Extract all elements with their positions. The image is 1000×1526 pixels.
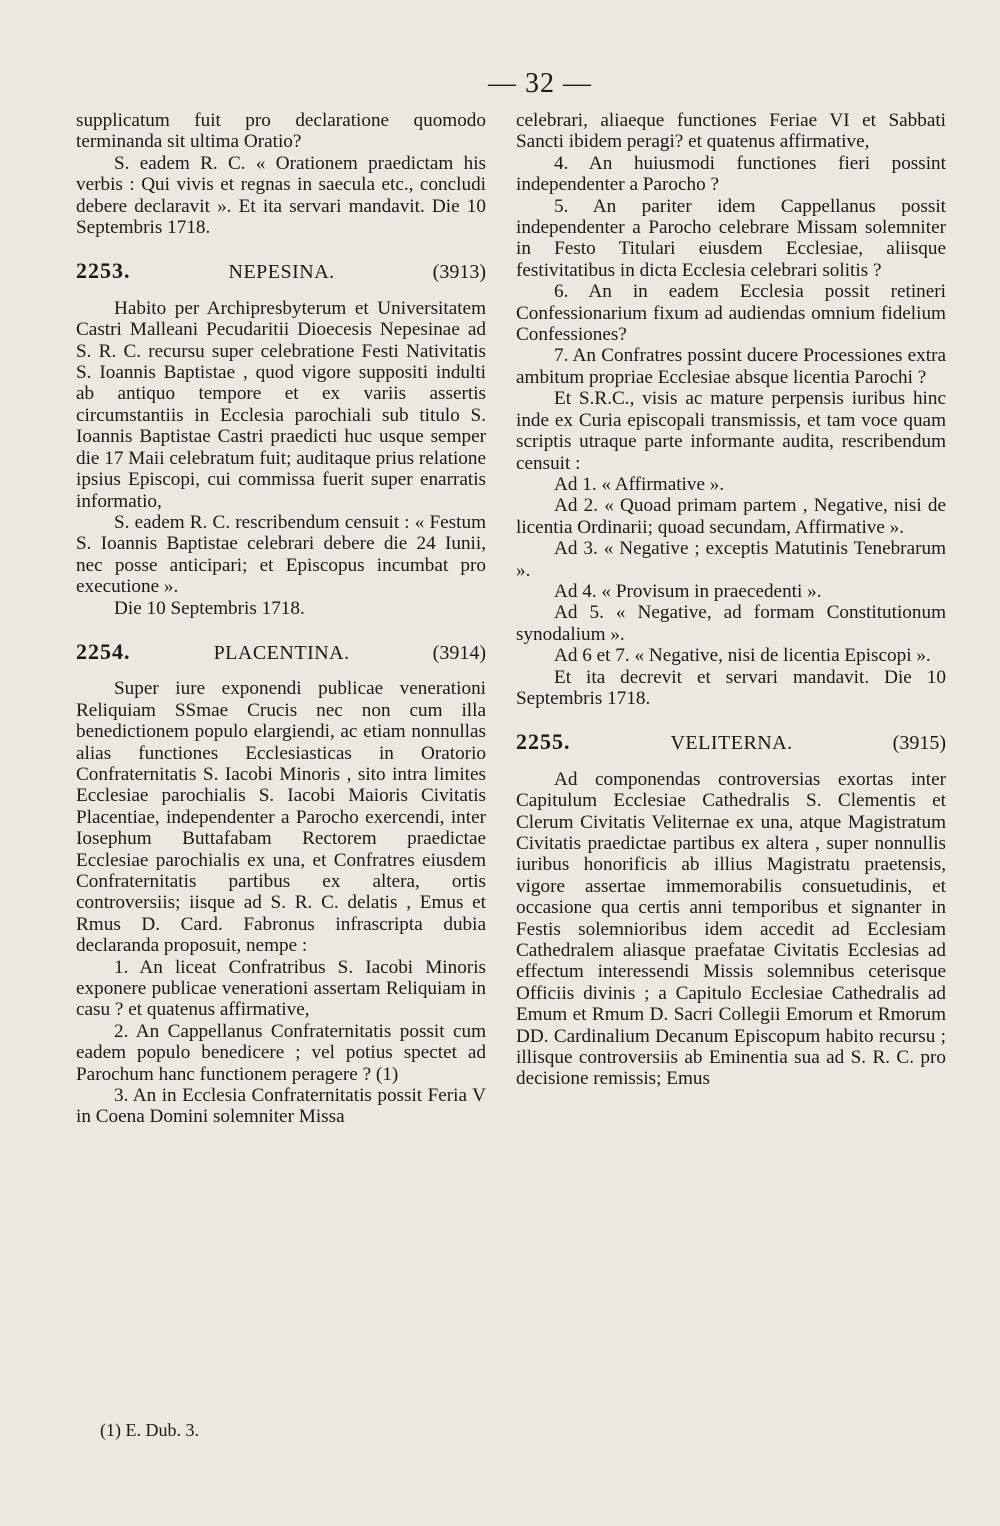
decree-reference: (3915) xyxy=(892,732,946,755)
decree-heading-2254 xyxy=(76,638,486,664)
paragraph: Super iure exponendi publicae venerationi Reliquiam SSmae Crucis nec non cum illa benedictionem populo elargiendi, ac etiam nonnullas alias functiones Ecclesiasticas in Oratorio Confraternitatis S. Iacobi Minoris , sito intra limites Ecclesiae parochialis S. Iacobi Maioris Civitatis Placentiae, independenter a Parocho exercendi, inter Iosephum Buttafabam Rectorem praedictae Ecclesiae parochialis ex una, et Confratres eiusdem Confraternitatis partibus ex altera, ortis controversiis; iisque ad S. R. C. delatis , Emus et Rmus D. Card. Fabronus infrascripta dubia declaranda proposuit, nempe : xyxy=(76,678,486,957)
question: 5. An pariter idem Cappellanus possit independenter a Parocho celebrare Missam solemniter in Festo Titulari eiusdem Ecclesiae, aliisque festivitatibus in dicta Ecclesia celebrari solitis ? xyxy=(516,195,946,281)
decree-title: PLACENTINA. xyxy=(213,641,350,664)
paragraph: Habito per Archipresbyterum et Universitatem Castri Malleani Pecudaritii Dioecesis Nepesinae ad S. R. C. recursu super celebratione Festi Nativitatis S. Ioannis Baptistae , quod vigore suppositi indulti ab antiquo tempore et ex variis assertis circumstantiis in Ecclesia parochiali sub titulo S. Ioannis Baptistae Castri praedicti huc usque semper die 17 Maii celebratum fuit; auditaque prius relatione ipsius Episcopi, cui commissa fuerit super enarratis informatio, xyxy=(76,297,486,512)
answer: Ad 2. « Quoad primam partem , Negative, nisi de licentia Ordinarii; quoad secundam, Affirmative ». xyxy=(516,495,946,538)
paragraph: supplicatum fuit pro declaratione quomodo terminanda sit ultima Oratio? xyxy=(76,110,486,153)
decree-title: NEPESINA. xyxy=(228,261,335,284)
left-column xyxy=(76,110,486,1128)
right-column xyxy=(516,110,946,1090)
decree-number: 2253. xyxy=(76,258,131,284)
question: 1. An liceat Confratribus S. Iacobi Minoris exponere publicae venerationi assertam Reliquiam in casu ? et quatenus affirmative, xyxy=(76,956,486,1021)
answer: Ad 3. « Negative ; exceptis Matutinis Tenebrarum ». xyxy=(516,538,946,581)
decree-number: 2254. xyxy=(76,638,131,664)
paragraph: S. eadem R. C. rescribendum censuit : « Festum S. Ioannis Baptistae celebrari debere die 24 Iunii, nec posse anticipari; et Episcopus incumbat pro executione ». xyxy=(76,511,486,598)
answer: Ad 5. « Negative, ad formam Constitutionum synodalium ». xyxy=(516,602,946,645)
paragraph: Et S.R.C., visis ac mature perpensis iuribus hinc inde ex Curia episcopali transmissis, et tam voce quam scriptis utraque parte informante audita, rescribendum censuit : xyxy=(516,388,946,474)
decree-heading-2255 xyxy=(516,731,946,754)
paragraph: Et ita decrevit et servari mandavit. Die 10 Septembris 1718. xyxy=(516,666,946,709)
paragraph: celebrari, aliaeque functiones Feriae VI et Sabbati Sancti ibidem peragi? et quatenus affirmative, xyxy=(516,110,946,153)
question: 6. An in eadem Ecclesia possit retineri Confessionarium fixum ad audiendas omnium fidelium Confessiones? xyxy=(516,281,946,346)
decree-number: 2255. xyxy=(516,729,571,755)
decree-title: VELITERNA. xyxy=(670,732,793,755)
decree-reference: (3913) xyxy=(432,261,486,284)
paragraph: Ad componendas controversias exortas inter Capitulum Ecclesiae Cathedralis S. Clementis et Clerum Civitatis Veliternae ex una, atque Magistratum Civitatis praedictae partibus ex altera , super nonnullis iuribus honorificis ab illius Magistratu praetensis, vigore assertae immemorabilis consuetudinis, et occasione qua certis anni temporibus et signanter in Festis solemnioribus idem accedit ad Ecclesiam Cathedralem aliasque praefatae Civitatis Ecclesias ad effectum interessendi Missis solemnibus ceterisque Officiis divinis ; a Capitulo Ecclesiae Cathedralis ad Emum et Rmum D. Sacri Collegii Emorum et Rmorum DD. Cardinalium Decanum Episcopum habito recursu ; illisque controversiis ab Eminentia sua ad S. R. C. pro decisione remissis; Emus xyxy=(516,768,946,1090)
answer: Ad 1. « Affirmative ». xyxy=(554,473,725,495)
question: 3. An in Ecclesia Confraternitatis possit Feria V in Coena Domini solemniter Missa xyxy=(76,1085,486,1128)
answer: Ad 4. « Provisum in praecedenti ». xyxy=(554,580,822,602)
paragraph: S. eadem R. C. « Orationem praedictam his verbis : Qui vivis et regnas in saecula etc., concludi debere declaravit ». Et ita servari mandavit. Die 10 Septembris 1718. xyxy=(76,152,486,239)
answer: Ad 6 et 7. « Negative, nisi de licentia Episcopi ». xyxy=(554,645,931,667)
question: 7. An Confratres possint ducere Processiones extra ambitum propriae Ecclesiae absque licentia Parochi ? xyxy=(516,345,946,388)
footnote: (1) E. Dub. 3. xyxy=(100,1420,199,1440)
question: 2. An Cappellanus Confraternitatis possit cum eadem populo benedicere ; vel potius spectet ad Parochum hanc functionem peragere ? (1) xyxy=(76,1020,486,1085)
paragraph: Die 10 Septembris 1718. xyxy=(114,597,305,619)
decree-heading-2253 xyxy=(76,260,486,283)
decree-reference: (3914) xyxy=(432,641,486,664)
question: 4. An huiusmodi functiones fieri possint independenter a Parocho ? xyxy=(516,152,946,196)
page-number: — 32 — xyxy=(488,68,592,99)
